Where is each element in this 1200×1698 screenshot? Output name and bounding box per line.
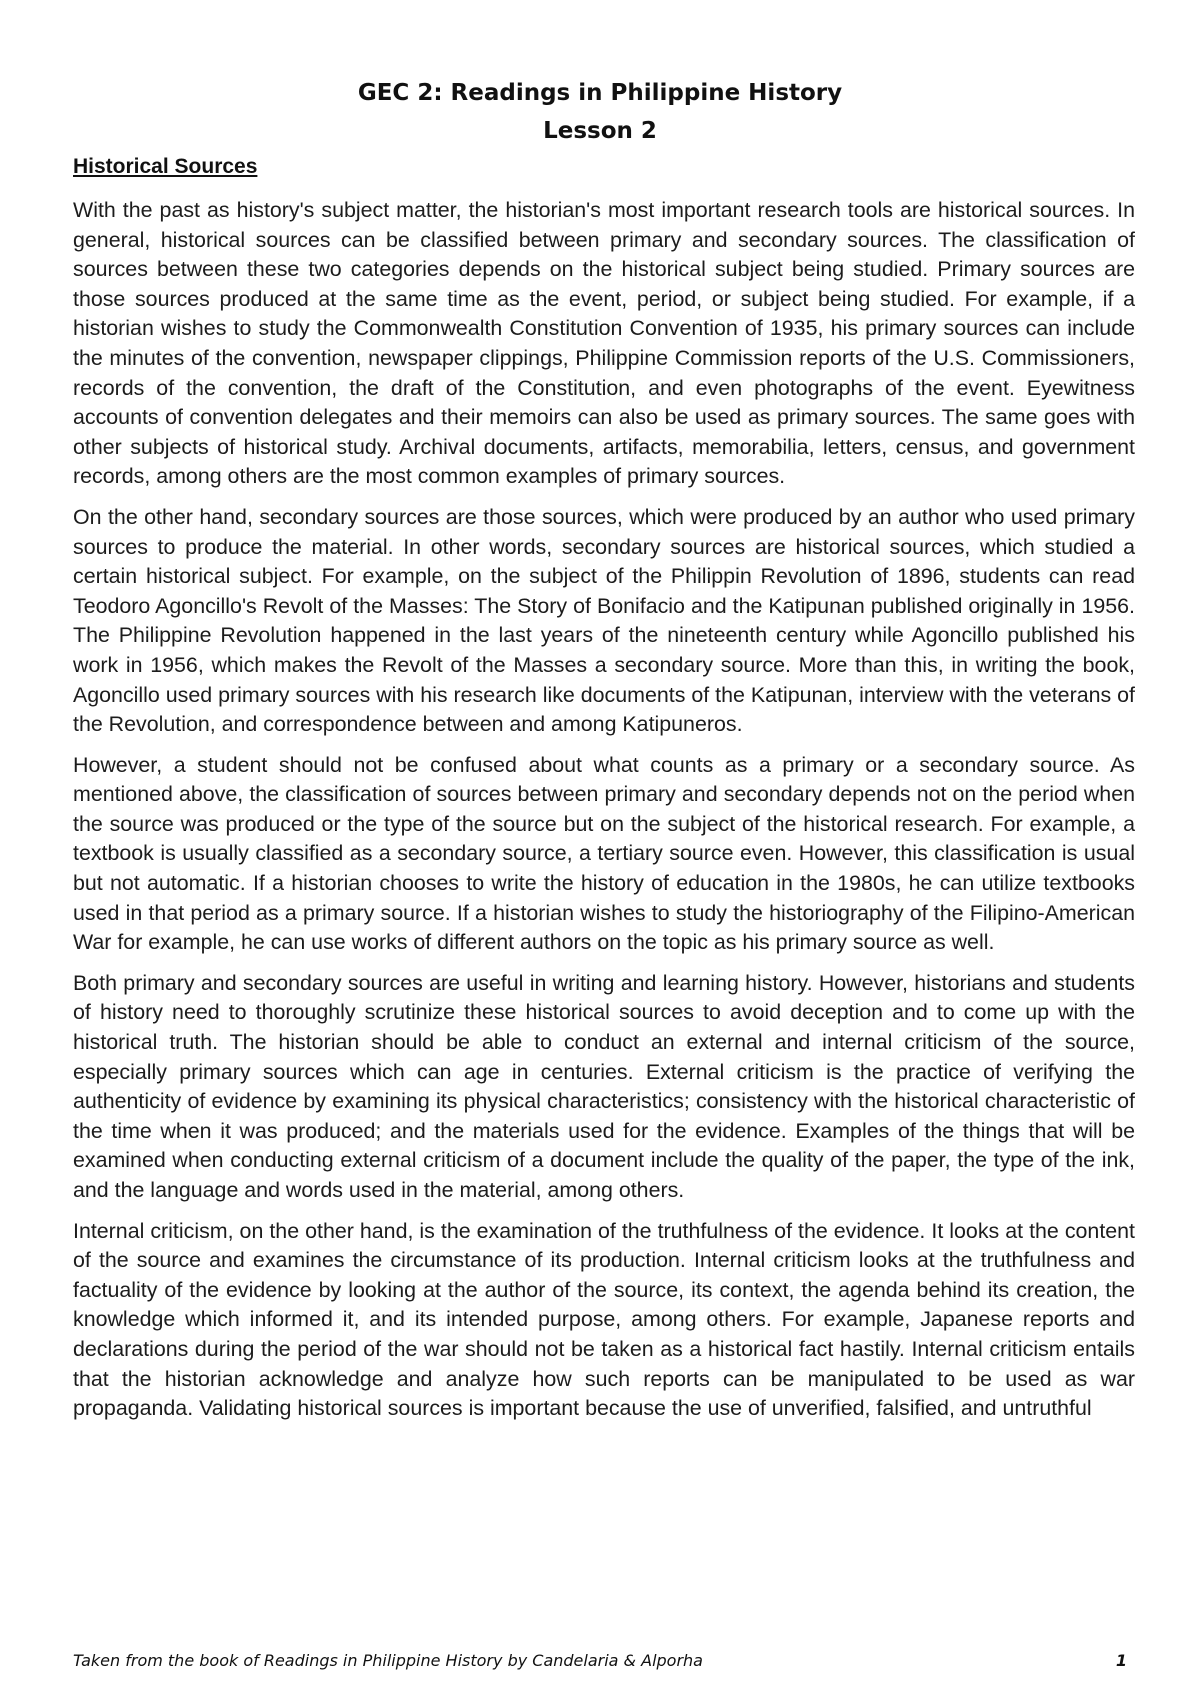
paragraph: On the other hand, secondary sources are those sources, which were produced by an author who used primary sources to produce the material. In other words, secondary sources are historical sources, which studied a certain historical subject. For example, on the subject of the Philippin Revolution of 1896, students can read Teodoro Agoncillo's Revolt of the Masses: The Story of Bonifacio and the Katipunan published originally in 1956. The Philippine Revolution happened in the last years of the nineteenth century while Agoncillo published his work in 1956, which makes the Revolt of the Masses a secondary source. More than this, in writing the book, Agoncillo used primary sources with his research like documents of the Katipunan, interview with the veterans of the Revolution, and correspondence between and among Katipuneros.	[73, 504, 1135, 737]
document-body	[73, 196, 1135, 1435]
lesson-subtitle: Lesson 2	[543, 118, 657, 144]
paragraph: With the past as history's subject matter, the historian's most important research tools are historical sources. In general, historical sources can be classified between primary and secondary sources. The classification of sources between these two categories depends on the historical subject being studied. Primary sources are those sources produced at the same time as the event, period, or subject being studied. For example, if a historian wishes to study the Commonwealth Constitution Convention of 1935, his primary sources can include the minutes of the convention, newspaper clippings, Philippine Commission reports of the U.S. Commissioners, records of the convention, the draft of the Constitution, and even photographs of the event. Eyewitness accounts of convention delegates and their memoirs can also be used as primary sources. The same goes with other subjects of historical study. Archival documents, artifacts, memorabilia, letters, census, and government records, among others are the most common examples of primary sources.	[73, 198, 1135, 489]
page-number: 1	[1115, 1651, 1127, 1670]
paragraph: However, a student should not be confused about what counts as a primary or a secondary source. As mentioned above, the classification of sources between primary and secondary depends not on the period when the source was produced or the type of the source but on the subject of the historical research. For example, a textbook is usually classified as a secondary source, a tertiary source even. However, this classification is usual but not automatic. If a historian chooses to write the history of education in the 1980s, he can utilize textbooks used in that period as a primary source. If a historian wishes to study the historiography of the Filipino-American War for example, he can use works of different authors on the topic as his primary source as well.	[73, 752, 1135, 955]
paragraph: Internal criticism, on the other hand, is the examination of the truthfulness of the evidence. It looks at the content of the source and examines the circumstance of its production. Internal criticism looks at the truthfulness and factuality of the evidence by looking at the author of the source, its context, the agenda behind its creation, the knowledge which informed it, and its intended purpose, among others. For example, Japanese reports and declarations during the period of the war should not be taken as a historical fact hastily. Internal criticism entails that the historian acknowledge and analyze how such reports can be manipulated to be used as war propaganda. Validating historical sources is important because the use of unverified, falsified, and untruthful	[73, 1218, 1135, 1421]
paragraph: Both primary and secondary sources are useful in writing and learning history. However, historians and students of history need to thoroughly scrutinize these historical sources to avoid deception and to come up with the historical truth. The historian should be able to conduct an external and internal criticism of the source, especially primary sources which can age in centuries. External criticism is the practice of verifying the authenticity of evidence by examining its physical characteristics; consistency with the historical characteristic of the time when it was produced; and the materials used for the evidence. Examples of the things that will be examined when conducting external criticism of a document include the quality of the paper, the type of the ink, and the language and words used in the material, among others.	[73, 970, 1135, 1202]
footer-source-note: Taken from the book of Readings in Philippine History by Candelaria & Alporha	[73, 1651, 703, 1670]
section-heading: Historical Sources	[73, 155, 258, 178]
document-title: GEC 2: Readings in Philippine History	[357, 80, 843, 106]
